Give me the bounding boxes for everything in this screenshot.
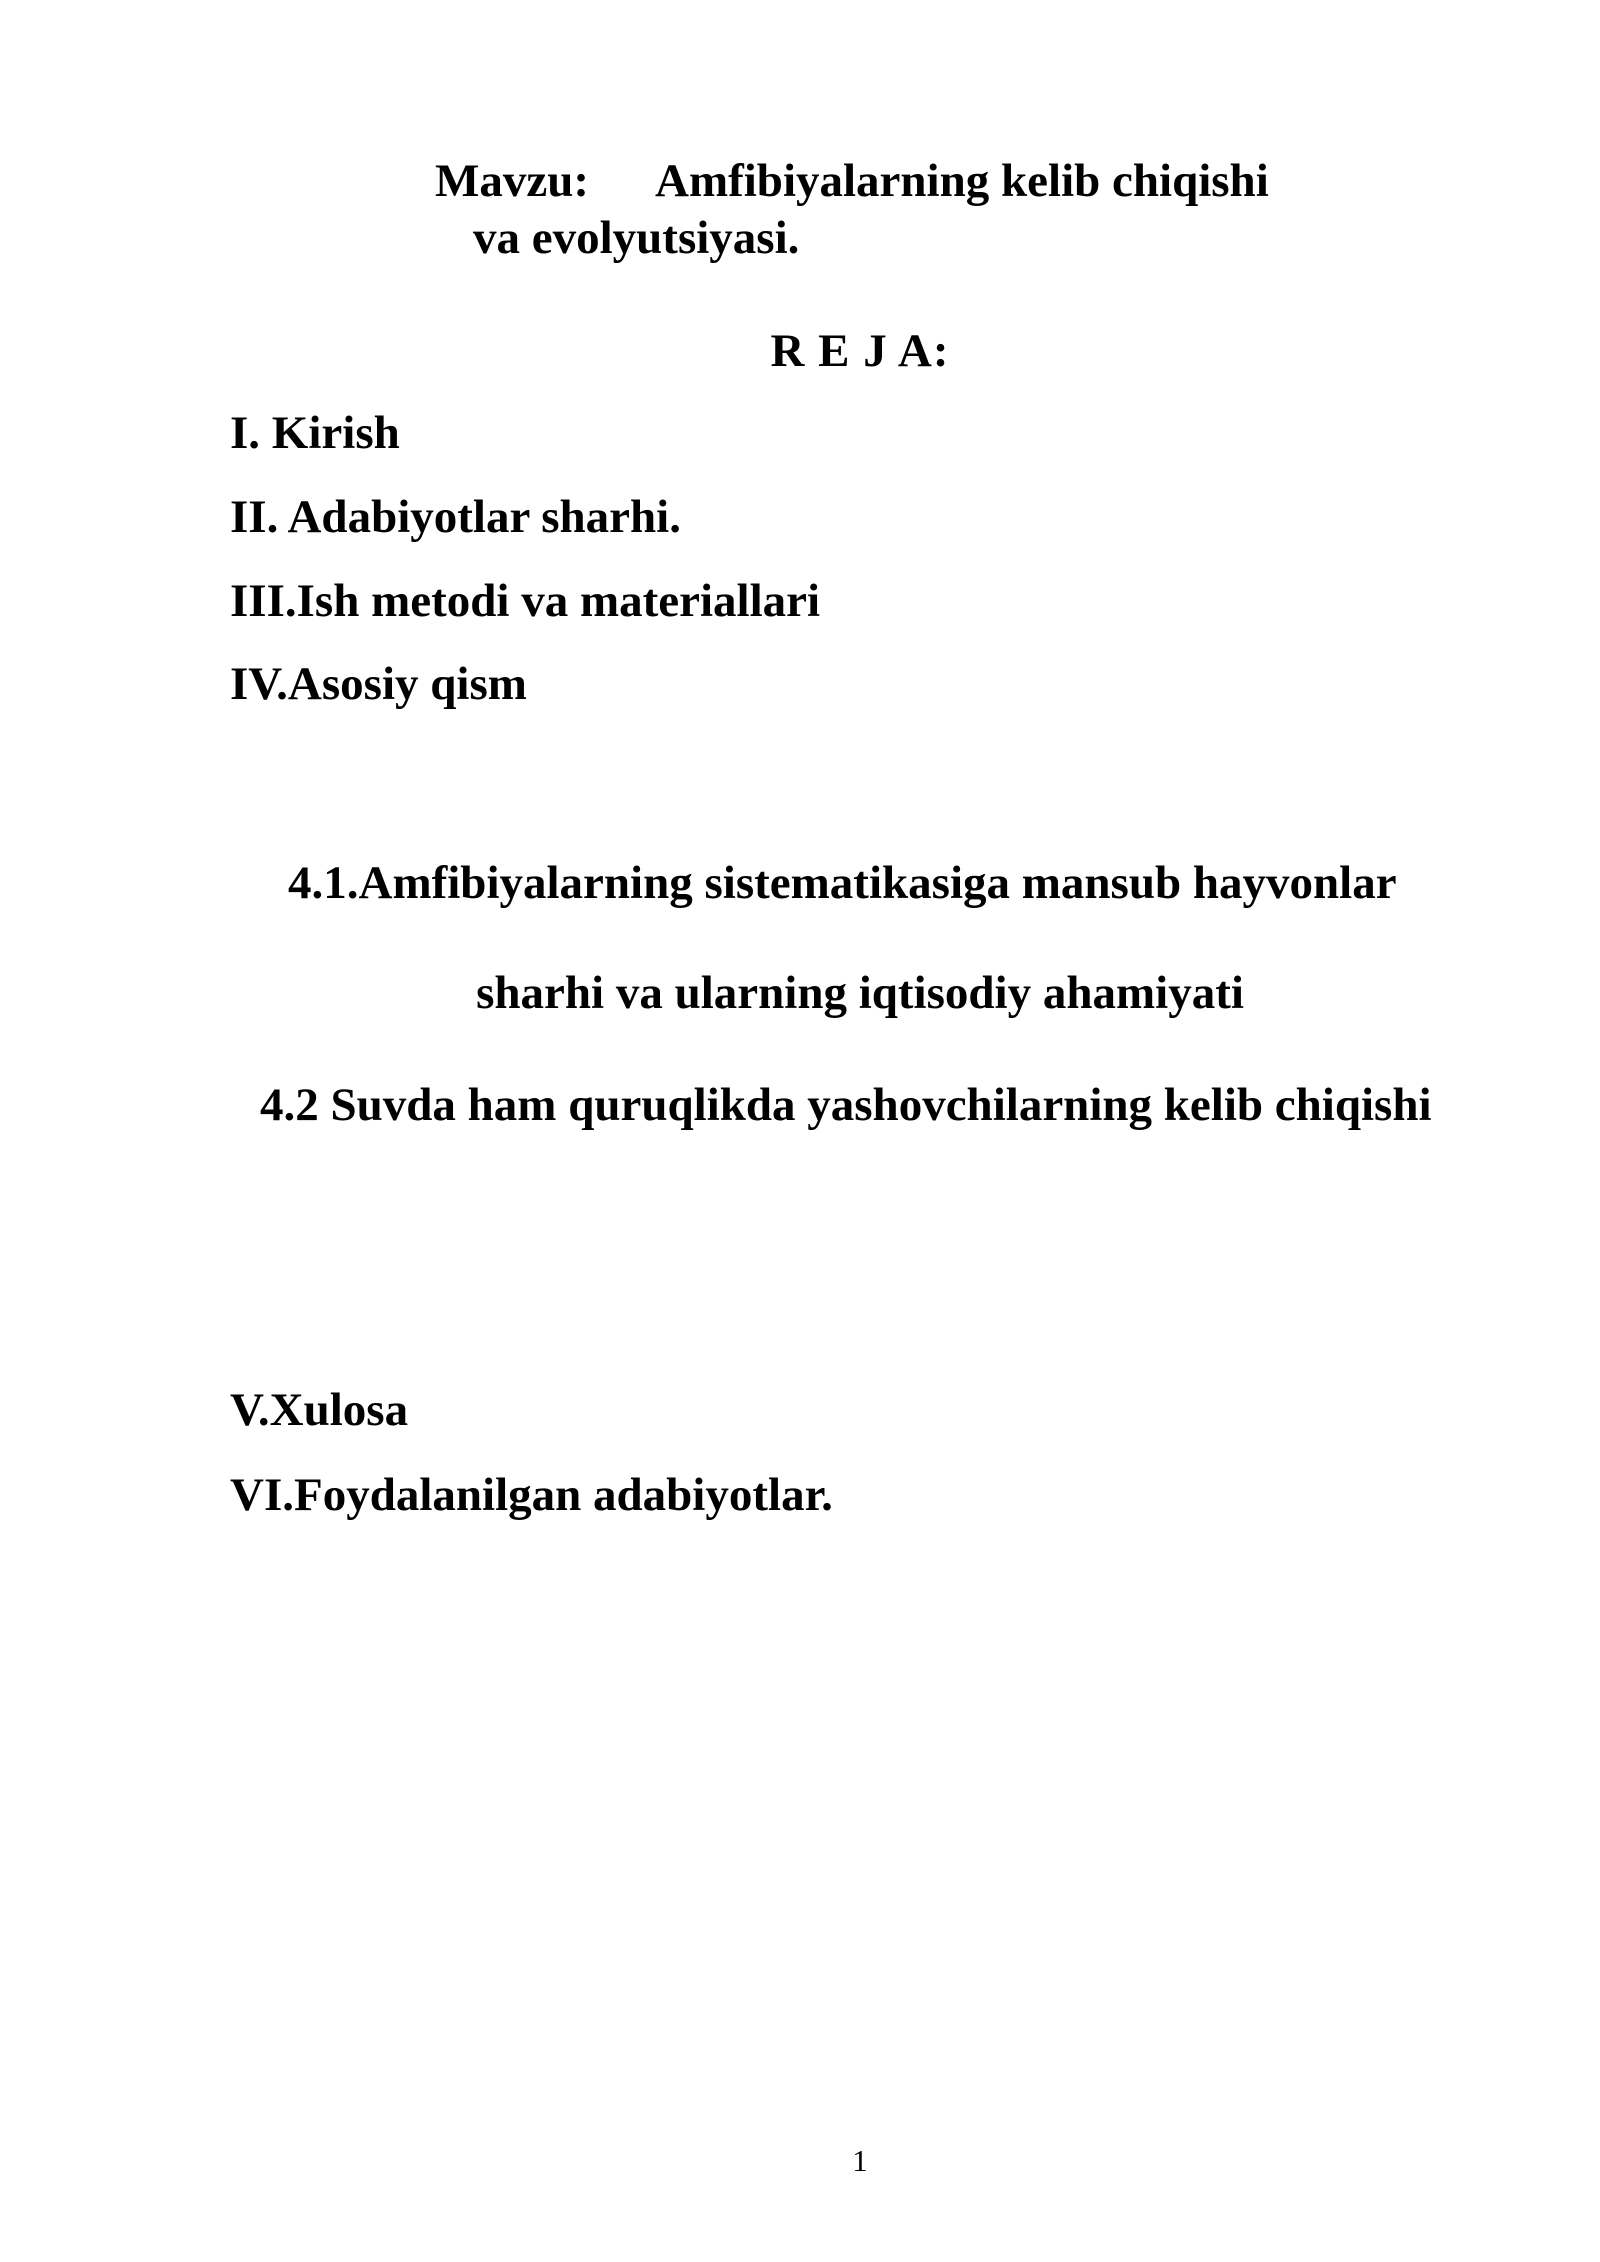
plan-subitem-4-1-line-2: sharhi va ularning iqtisodiy ahamiyati xyxy=(476,967,1244,1019)
plan-item-methods: III.Ish metodi va materiallari xyxy=(230,575,821,627)
plan-item-introduction: I. Kirish xyxy=(230,407,400,459)
plan-subitem-4-1-line-1: 4.1.Amfibiyalarning sistematikasiga mansub hayvonlar xyxy=(288,857,1397,909)
topic-title-line-2: va evolyutsiyasi. xyxy=(473,212,800,264)
plan-heading: R E J A: xyxy=(770,325,950,377)
plan-item-literature-review: II. Adabiyotlar sharhi. xyxy=(230,491,681,543)
plan-subitem-4-2: 4.2 Suvda ham quruqlikda yashovchilarning kelib chiqishi xyxy=(260,1079,1432,1131)
topic-label: Mavzu: xyxy=(435,155,590,207)
topic-title-line-1: Amfibiyalarning kelib chiqishi xyxy=(655,155,1269,207)
plan-item-main-part: IV.Asosiy qism xyxy=(230,658,527,710)
page-number: 1 xyxy=(852,2143,868,2178)
plan-item-references: VI.Foydalanilgan adabiyotlar. xyxy=(230,1469,833,1521)
plan-item-conclusion: V.Xulosa xyxy=(230,1384,409,1436)
